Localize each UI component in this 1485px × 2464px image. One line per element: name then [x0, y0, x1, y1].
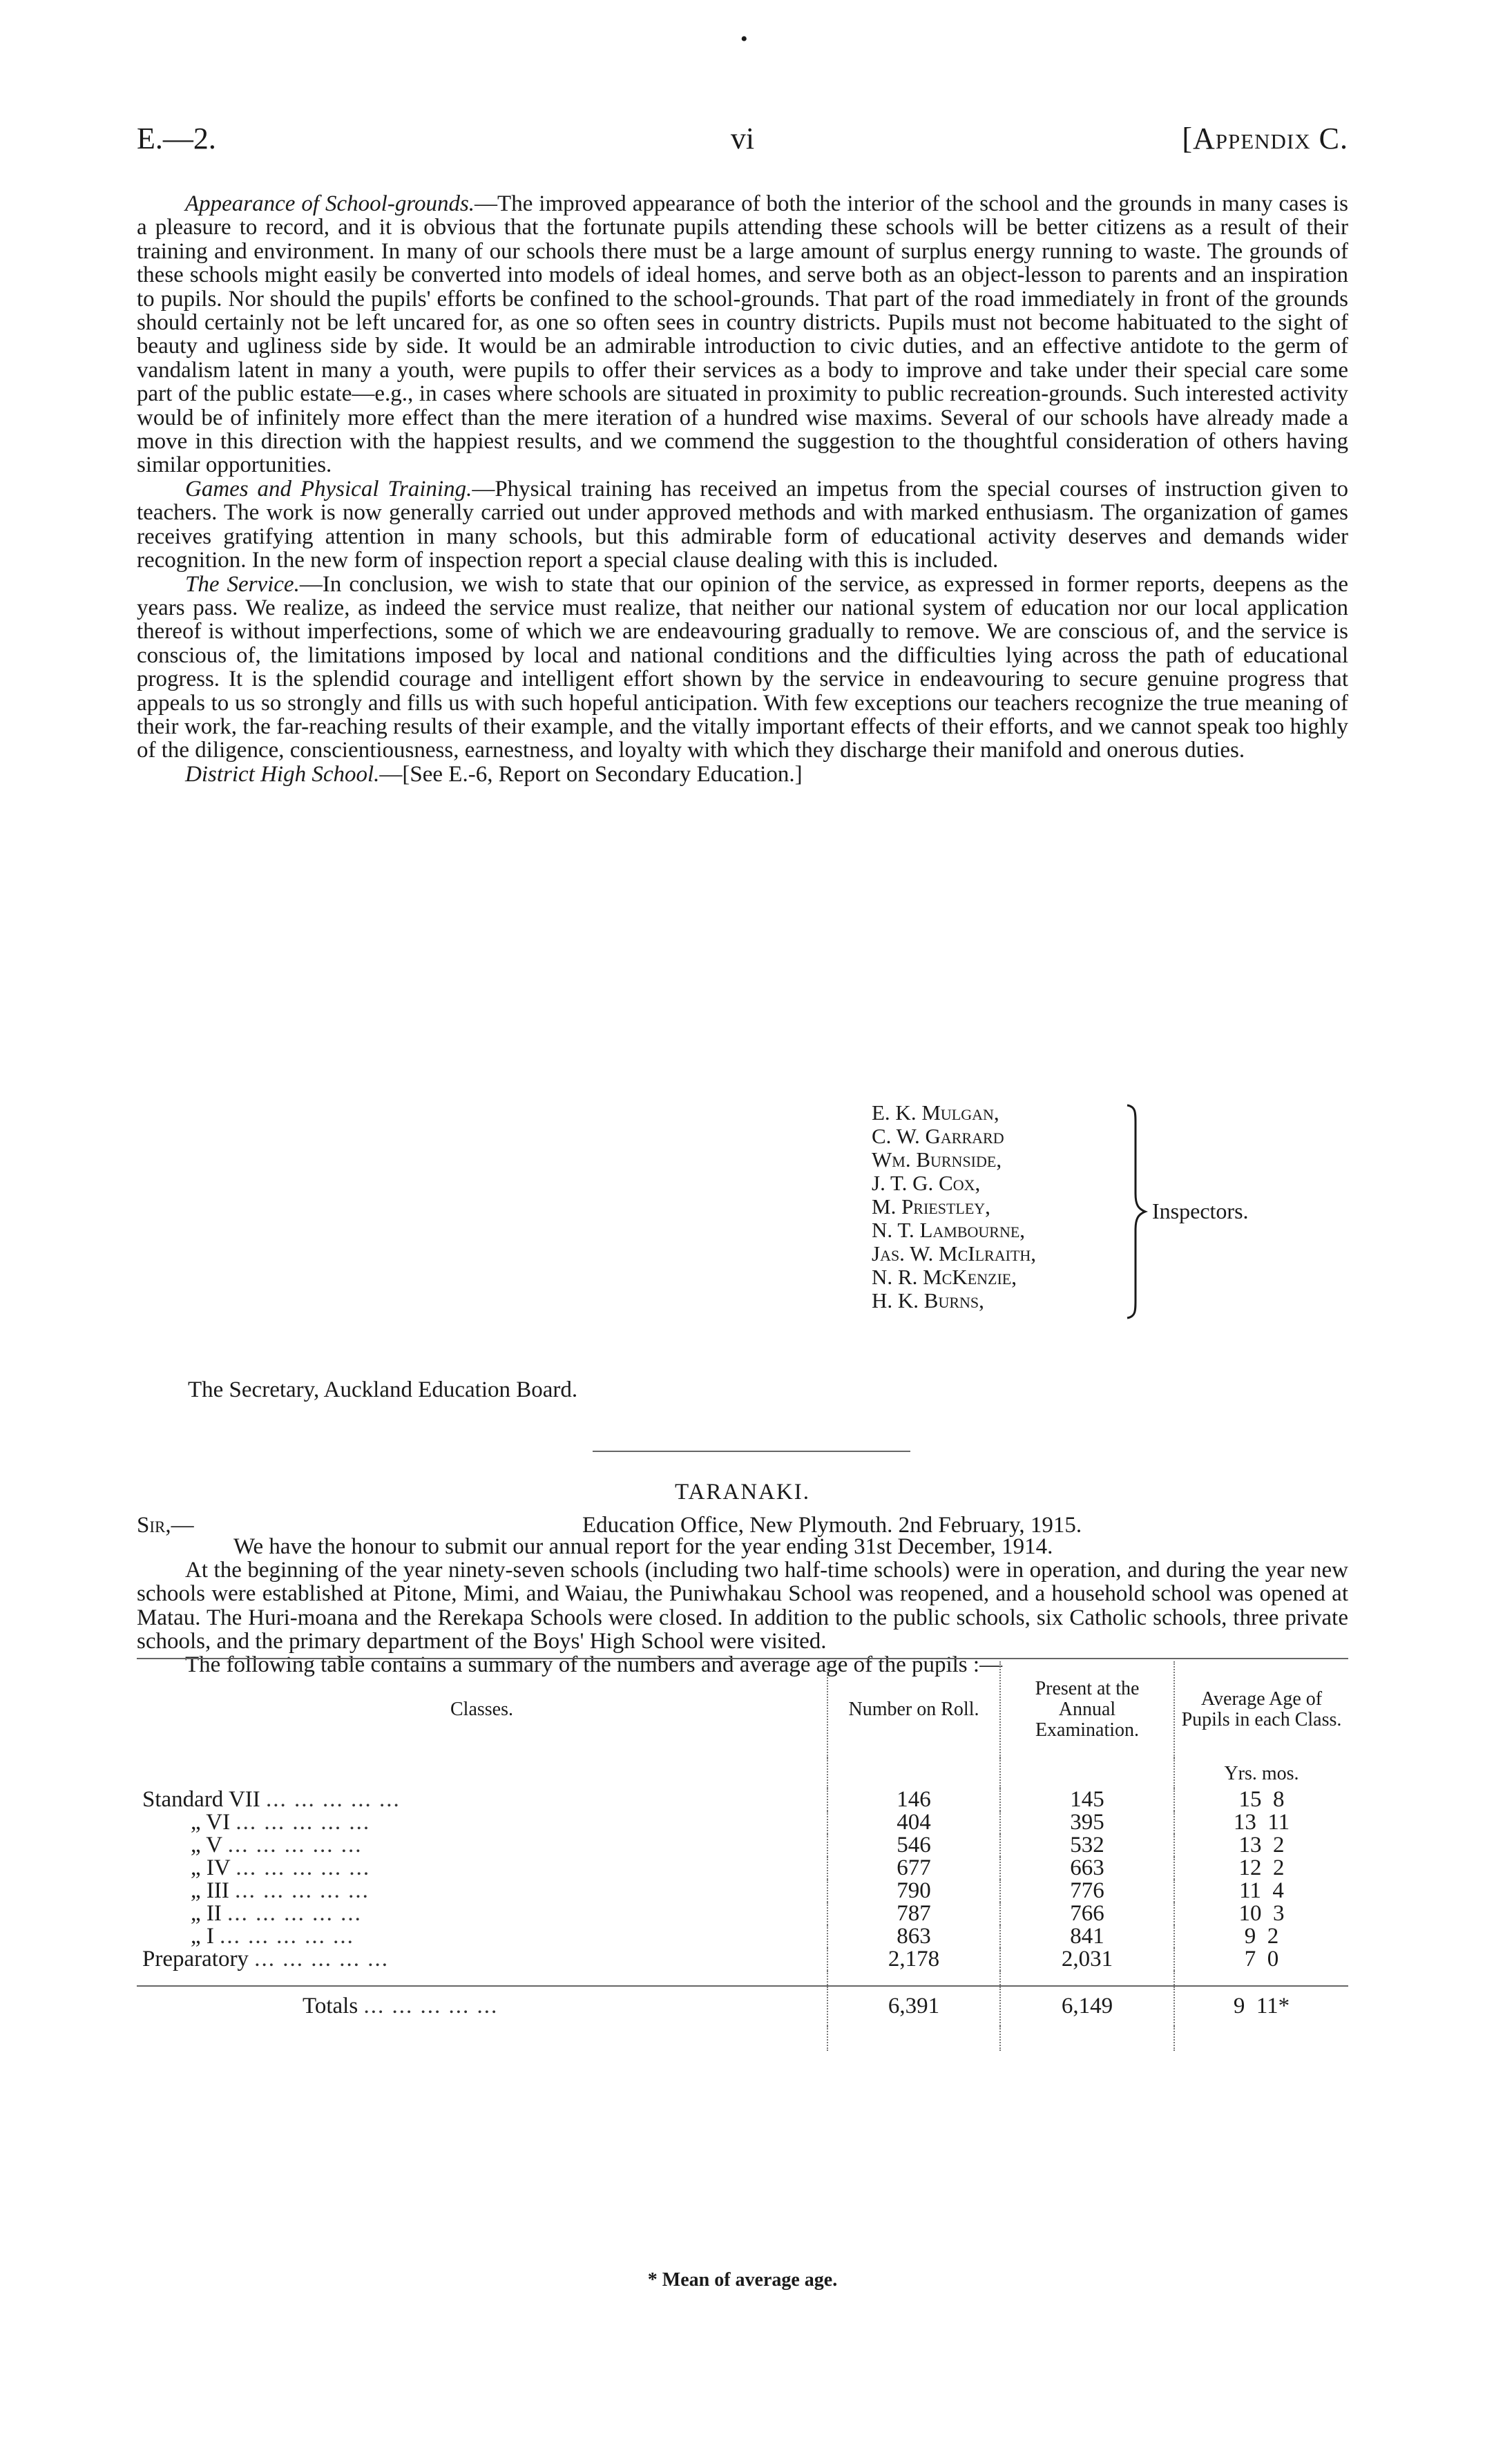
- present-value: 2,031: [1000, 1948, 1174, 1971]
- class-name: „ III: [191, 1878, 229, 1903]
- leader-dots: ... ... ... ... ...: [254, 1947, 389, 1971]
- leader-dots: ... ... ... ... ...: [236, 1810, 371, 1835]
- class-name: „ II: [191, 1901, 222, 1926]
- total-present: 6,149: [1000, 1986, 1174, 2026]
- class-name: Standard VII: [142, 1787, 260, 1812]
- signatory: M. Priestley,: [872, 1194, 990, 1219]
- signatory: J. T. G. Cox,: [872, 1171, 981, 1195]
- present-value: 532: [1000, 1834, 1174, 1857]
- age-years: 7: [1244, 1947, 1256, 1971]
- dateline: Education Office, New Plymouth. 2nd February, 1915.: [582, 1513, 1082, 1538]
- age-months: 3: [1273, 1901, 1285, 1926]
- class-name: „ IV: [191, 1855, 231, 1880]
- header-roll: Number on Roll.: [827, 1661, 1000, 1758]
- pupils-summary-table: [137, 1661, 1348, 2051]
- text-service: —In conclusion, we wish to state that our opinion of the service, as expressed in former reports, deepens as the years pass. We realize, as indeed the service must realize, that neither our national system of education nor our local application thereof is without imperfections, some of which we are endeavouring gradually to remove. We are conscious of, and the service is conscious of, the limitations imposed by local and national conditions and the difficulties lying across the path of educational progress. It is the splendid courage and intelligent effort shown by the service in endeavouring to secure genuine progress that appeals to us so strongly and fills us with such hopeful anticipation. With few exceptions our teachers recognize the true meaning of their work, the far-reaching results of their example, and the vitally important effects of their efforts, and we cannot speak too highly of the diligence, conscientiousness, earnestness, and loyalty with which they discharge their manifold and onerous duties.: [137, 571, 1348, 763]
- inspectors-label: Inspectors.: [1152, 1198, 1249, 1223]
- heading-district: District High School.: [185, 761, 380, 787]
- age-months: 8: [1273, 1787, 1285, 1812]
- paragraph-schools: At the beginning of the year ninety-seven schools (including two half-time schools) were in operation, and during the year new schools were established at Pitone, Mimi, and Waiau, the Puniwhakau School was reopened, and a household school was opened at Matau. The Huri-moana and the Rerekapa Schools were closed. In addition to the public schools, six Catholic schools, three private schools, and the primary department of the Boys' High School were visited.: [137, 1558, 1348, 1654]
- table-row: [137, 1811, 1348, 1834]
- leader-dots: ... ... ... ... ...: [266, 1787, 401, 1812]
- age-years: 9: [1244, 1924, 1256, 1949]
- signatory: E. K. Mulgan,: [872, 1100, 999, 1125]
- totals-row: [137, 1986, 1348, 2026]
- age-months: 4: [1272, 1878, 1284, 1903]
- total-age-months: 11*: [1256, 1994, 1290, 2018]
- present-value: 776: [1000, 1880, 1174, 1902]
- paragraph-service: [137, 573, 1348, 763]
- signatory: H. K. Burns,: [872, 1288, 984, 1312]
- heading-service: The Service.: [185, 571, 300, 597]
- page-header: [137, 121, 1348, 162]
- text-district: —[See E.-6, Report on Secondary Education.]: [379, 761, 803, 787]
- text-appearance: —The improved appearance of both the interior of the school and the grounds in many cases is a pleasure to record, and it is obvious that the fortunate pupils attending these schools will be better citizens as a result of their training and environment. In many of our schools there must be a large amount of surplus energy running to waste. The grounds of these schools might easily be converted into models of ideal homes, and serve both as an object-lesson to parents and an inspiration to pupils. Nor should the pupils' efforts be confined to the school-grounds. That part of the road immediately in front of the grounds should certainly not be left uncared for, as one so often sees in country districts. Pupils must not become habituated to the sight of beauty and ugliness side by side. It would be an admirable introduction to civic duties, and an effective antidote to the germ of vandalism latent in many a youth, were pupils to offer their services as a body to improve and take under their special care some part of the public estate—e.g., in cases where schools are situated in proximity to public recreation-grounds. Such interested activity would be of infinitely more effect than the mere iteration of a hundred wise maxims. Several of our schools have already made a move in this direction with the happiest results, and we commend the suggestion to the thoughtful consideration of others having similar opportunities.: [137, 191, 1348, 478]
- brace-icon: [1124, 1104, 1148, 1319]
- table-row: [137, 1948, 1348, 1971]
- leader-dots: ... ... ... ... ...: [236, 1855, 371, 1880]
- signatory: N. T. Lambourne,: [872, 1218, 1026, 1242]
- page-number: vi: [730, 122, 755, 155]
- header-classes: Classes.: [450, 1699, 513, 1720]
- paragraph-intro: We have the honour to submit our annual report for the year ending 31st December, 1914.: [233, 1534, 1053, 1559]
- present-value: 663: [1000, 1857, 1174, 1880]
- roll-value: 546: [827, 1834, 1000, 1857]
- header-age: Average Age of Pupils in each Class.: [1174, 1661, 1348, 1758]
- roll-value: 146: [827, 1788, 1000, 1811]
- table-row: [137, 1902, 1348, 1925]
- class-name: „ V: [191, 1833, 222, 1857]
- paragraph-district: [137, 763, 1348, 786]
- age-units: Yrs. mos.: [1174, 1758, 1348, 1788]
- age-months: 2: [1273, 1833, 1285, 1857]
- class-name: „ VI: [191, 1810, 231, 1835]
- section-divider: [593, 1451, 910, 1452]
- roll-value: 790: [827, 1880, 1000, 1902]
- age-years: 15: [1238, 1787, 1262, 1812]
- roll-value: 404: [827, 1811, 1000, 1834]
- age-months: 2: [1273, 1855, 1285, 1880]
- table-row: [137, 1834, 1348, 1857]
- leader-dots: ... ... ... ... ...: [220, 1924, 354, 1949]
- leader-dots: ... ... ... ... ...: [227, 1833, 363, 1857]
- paragraph-appearance: [137, 192, 1348, 477]
- class-name: Preparatory: [142, 1947, 249, 1971]
- age-years: 12: [1238, 1855, 1262, 1880]
- signatory: N. R. McKenzie,: [872, 1265, 1017, 1289]
- top-dot: •: [740, 28, 748, 50]
- signatory: Jas. W. McIlraith,: [872, 1241, 1037, 1266]
- present-value: 841: [1000, 1925, 1174, 1948]
- present-value: 395: [1000, 1811, 1174, 1834]
- totals-label: Totals: [303, 1994, 358, 2018]
- present-value: 766: [1000, 1902, 1174, 1925]
- class-name: „ I: [191, 1924, 214, 1949]
- roll-value: 787: [827, 1902, 1000, 1925]
- leader-dots: ... ... ... ... ...: [235, 1878, 370, 1903]
- signatory: C. W. Garrard: [872, 1124, 1004, 1148]
- header-present: Present at the Annual Examination.: [1000, 1661, 1174, 1758]
- roll-value: 2,178: [827, 1948, 1000, 1971]
- signatory-list: [872, 1101, 1036, 1312]
- header-reference: E.—2.: [137, 122, 216, 155]
- paragraph-games: [137, 477, 1348, 573]
- age-years: 13: [1233, 1810, 1256, 1835]
- age-years: 10: [1238, 1901, 1262, 1926]
- total-roll: 6,391: [827, 1986, 1000, 2026]
- signatory: Wm. Burnside,: [872, 1147, 1002, 1172]
- roll-value: 863: [827, 1925, 1000, 1948]
- section-title: TARANAKI.: [675, 1480, 810, 1505]
- report-body: [137, 192, 1348, 786]
- table-row: [137, 1925, 1348, 1948]
- addressee: The Secretary, Auckland Education Board.: [188, 1377, 578, 1402]
- header-appendix: [Appendix C.: [1182, 122, 1348, 155]
- age-years: 13: [1238, 1833, 1262, 1857]
- present-value: 145: [1000, 1788, 1174, 1811]
- paragraph-table-intro: The following table contains a summary of the numbers and average age of the pupils :—: [185, 1652, 1003, 1678]
- text-games: —Physical training has received an impetus from the special courses of instruction given to teachers. The work is now generally carried out under approved methods and with marked enthusiasm. The organization of games receives gratifying attention in many schools, but this admirable form of educational activity deserves and demands wider recognition. In the new form of inspection report a special clause dealing with this is included.: [137, 476, 1348, 573]
- salutation: Sir,—: [137, 1513, 194, 1538]
- taranaki-body: [137, 1535, 1348, 1677]
- age-years: 11: [1239, 1878, 1261, 1903]
- roll-value: 677: [827, 1857, 1000, 1880]
- heading-appearance: Appearance of School-grounds.: [185, 191, 475, 216]
- leader-dots: ... ... ... ... ...: [227, 1901, 362, 1926]
- leader-dots: ... ... ... ... ...: [363, 1994, 499, 2018]
- age-months: 0: [1267, 1947, 1279, 1971]
- table-row: [137, 1857, 1348, 1880]
- footnote: * Mean of average age.: [647, 2269, 838, 2291]
- age-months: 2: [1267, 1924, 1279, 1949]
- age-months: 11: [1267, 1810, 1290, 1835]
- table-top-rule: [137, 1658, 1348, 1659]
- total-age-years: 9: [1233, 1994, 1245, 2018]
- table-row: [137, 1880, 1348, 1902]
- heading-games: Games and Physical Training.: [185, 476, 472, 502]
- table-row: [137, 1788, 1348, 1811]
